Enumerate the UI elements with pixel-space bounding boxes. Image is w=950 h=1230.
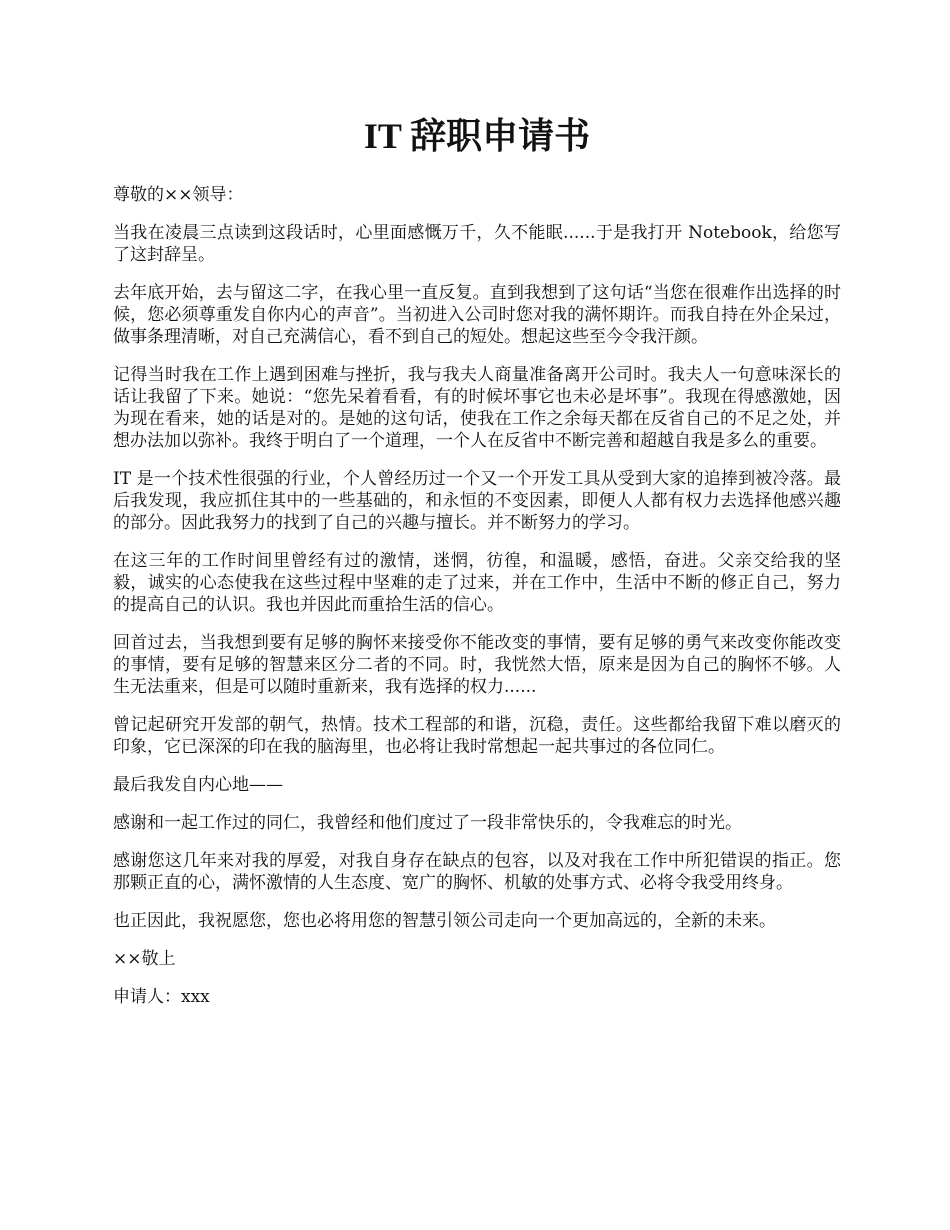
paragraph-2: 去年底开始，去与留这二字，在我心里一直反复。直到我想到了这句话“当您在很难作出选择的时候，您必须尊重发自你内心的声音”。当初进入公司时您对我的满怀期许。而我自持在外企呆过，做事条理清晰，对自己充满信心，看不到自己的短处。想起这些至今令我汗颜。 xyxy=(113,283,841,347)
applicant: 申请人：xxx xyxy=(113,987,210,1007)
paragraph-9: 感谢和一起工作过的同仁，我曾经和他们度过了一段非常快乐的，令我难忘的时光。 xyxy=(113,813,742,833)
paragraph-5: 在这三年的工作时间里曾经有过的激情，迷惘，彷徨，和温暖，感悟，奋进。父亲交给我的坚毅，诚实的心态使我在这些过程中坚难的走了过来，并在工作中，生活中不断的修正自己，努力的提高自己的认识。我也并因此而重拾生活的信心。 xyxy=(113,551,841,615)
page-title: IT 辞职申请书 xyxy=(363,116,591,156)
paragraph-1: 当我在凌晨三点读到这段话时，心里面感慨万千，久不能眠......于是我打开 Notebook，给您写了这封辞呈。 xyxy=(113,223,841,265)
salutation: 尊敬的××领导： xyxy=(113,185,244,205)
paragraph-6: 回首过去，当我想到要有足够的胸怀来接受你不能改变的事情，要有足够的勇气来改变你能改变的事情，要有足够的智慧来区分二者的不同。时，我恍然大悟，原来是因为自己的胸怀不够。人生无法重来，但是可以随时重新来，我有选择的权力...... xyxy=(113,633,841,697)
paragraph-11: 也正因此，我祝愿您，您也必将用您的智慧引领公司走向一个更加高远的，全新的未来。 xyxy=(113,911,776,931)
paragraph-4: IT 是一个技术性很强的行业，个人曾经历过一个又一个开发工具从受到大家的追捧到被冷落。最后我发现，我应抓住其中的一些基础的，和永恒的不变因素，即便人人都有权力去选择他感兴趣的部分。因此我努力的找到了自己的兴趣与擅长。并不断努力的学习。 xyxy=(113,469,841,533)
paragraph-8: 最后我发自内心地—— xyxy=(113,775,283,795)
closing: ××敬上 xyxy=(113,949,176,969)
paragraph-7: 曾记起研究开发部的朝气，热情。技术工程部的和谐，沉稳，责任。这些都给我留下难以磨灭的印象，它已深深的印在我的脑海里，也必将让我时常想起一起共事过的各位同仁。 xyxy=(113,715,841,757)
paragraph-3: 记得当时我在工作上遇到困难与挫折，我与我夫人商量准备离开公司时。我夫人一句意味深长的话让我留了下来。她说：“您先呆着看看，有的时候坏事它也未必是坏事”。我现在得感激她，因为现在看来，她的话是对的。是她的这句话，使我在工作之余每天都在反省自己的不足之处，并想办法加以弥补。我终于明白了一个道理，一个人在反省中不断完善和超越自我是多么的重要。 xyxy=(113,365,841,451)
paragraph-10: 感谢您这几年来对我的厚爱，对我自身存在缺点的包容，以及对我在工作中所犯错误的指正。您那颗正直的心，满怀激情的人生态度、宽广的胸怀、机敏的处事方式、必将令我受用终身。 xyxy=(113,851,841,893)
resignation-letter xyxy=(113,108,841,1024)
